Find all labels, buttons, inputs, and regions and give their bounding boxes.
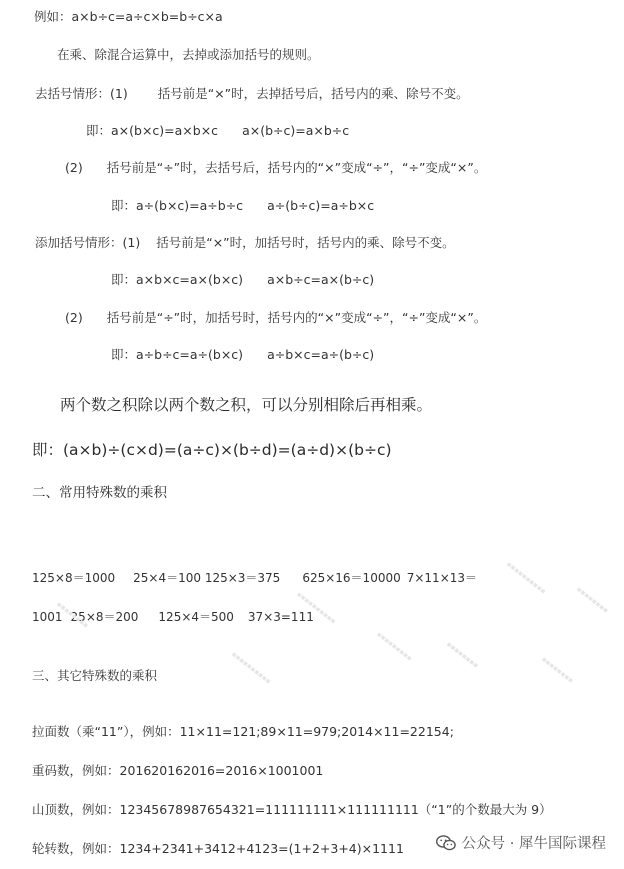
watermark: ▪▪▪▪▪▪▪▪ <box>575 585 610 615</box>
watermark: ▪▪▪▪▪▪▪▪▪▪ <box>230 650 273 686</box>
section-heading-other-products: 三、其它特殊数的乘积 <box>32 668 158 683</box>
section-heading-common-products: 二、常用特殊数的乘积 <box>32 485 167 501</box>
add-bracket-case-2: (2) 括号前是“÷”时，加括号时，括号内的“×”变成“÷”，“÷”变成“×”。 <box>65 310 487 325</box>
add-bracket-case-2-example: 即：a÷b÷c=a÷(b×c) a÷b×c=a÷(b÷c) <box>111 347 375 362</box>
watermark: ▪▪▪▪▪▪▪▪ <box>445 640 480 670</box>
example-commutative: 例如：a×b÷c=a÷c×b=b÷c×a <box>34 9 223 24</box>
watermark: ▪▪▪▪▪▪▪▪▪▪ <box>505 560 548 596</box>
repeated-code-numbers: 重码数，例如：201620162016=2016×1001001 <box>32 763 324 778</box>
watermark: ▪▪▪▪▪▪▪▪ <box>540 655 575 685</box>
watermark: ▪▪▪▪▪▪▪▪▪▪ <box>295 590 338 626</box>
remove-bracket-case-2-example: 即：a÷(b×c)=a÷b÷c a÷(b÷c)=a÷b×c <box>111 198 375 213</box>
source-label: 公众号 · 犀牛国际课程 <box>461 836 606 852</box>
watermark: ▪▪▪▪▪▪▪▪ <box>55 600 90 630</box>
bracket-rules-intro: 在乘、除混合运算中，去掉或添加括号的规则。 <box>57 47 320 62</box>
add-bracket-case-1-example: 即：a×b×c=a×(b×c) a×b÷c=a×(b÷c) <box>111 272 375 287</box>
add-bracket-case-1: 添加括号情形：(1) 括号前是“×”时，加括号时，括号内的乘、除号不变。 <box>35 235 455 250</box>
rotation-numbers: 轮转数，例如：1234+2341+3412+4123=(1+2+3+4)×1111 <box>32 841 404 856</box>
remove-bracket-case-2: (2) 括号前是“÷”时，去括号后，括号内的“×”变成“÷”，“÷”变成“×”。 <box>65 160 487 175</box>
peak-numbers: 山顶数，例如：12345678987654321=111111111×111111111（“1”的个数最大为 9） <box>32 802 552 817</box>
watermark: ▪▪▪▪▪▪▪▪▪ <box>375 630 414 663</box>
wechat-logo-icon <box>436 835 456 851</box>
repeat-11-numbers: 拉面数（乘“11”），例如：11×11=121;89×11=979;2014×11=22154; <box>32 724 454 739</box>
common-products-row-2: 1001 25×8＝200 125×4＝500 37×3=111 <box>32 610 314 624</box>
remove-bracket-case-1: 去括号情形：(1) 括号前是“×”时，去掉括号后，括号内的乘、除号不变。 <box>35 86 469 101</box>
common-products-row-1: 125×8＝1000 25×4＝100 125×3＝375 625×16＝10000 7×11×13＝ <box>32 571 478 585</box>
product-division-rule: 两个数之积除以两个数之积，可以分别相除后再相乘。 <box>60 396 433 414</box>
product-division-formula: 即：(a×b)÷(c×d)=(a÷c)×(b÷d)=(a÷d)×(b÷c) <box>32 441 392 459</box>
remove-bracket-case-1-example: 即：a×(b×c)=a×b×c a×(b÷c)=a×b÷c <box>86 123 350 138</box>
wechat-source-tag <box>436 832 606 853</box>
